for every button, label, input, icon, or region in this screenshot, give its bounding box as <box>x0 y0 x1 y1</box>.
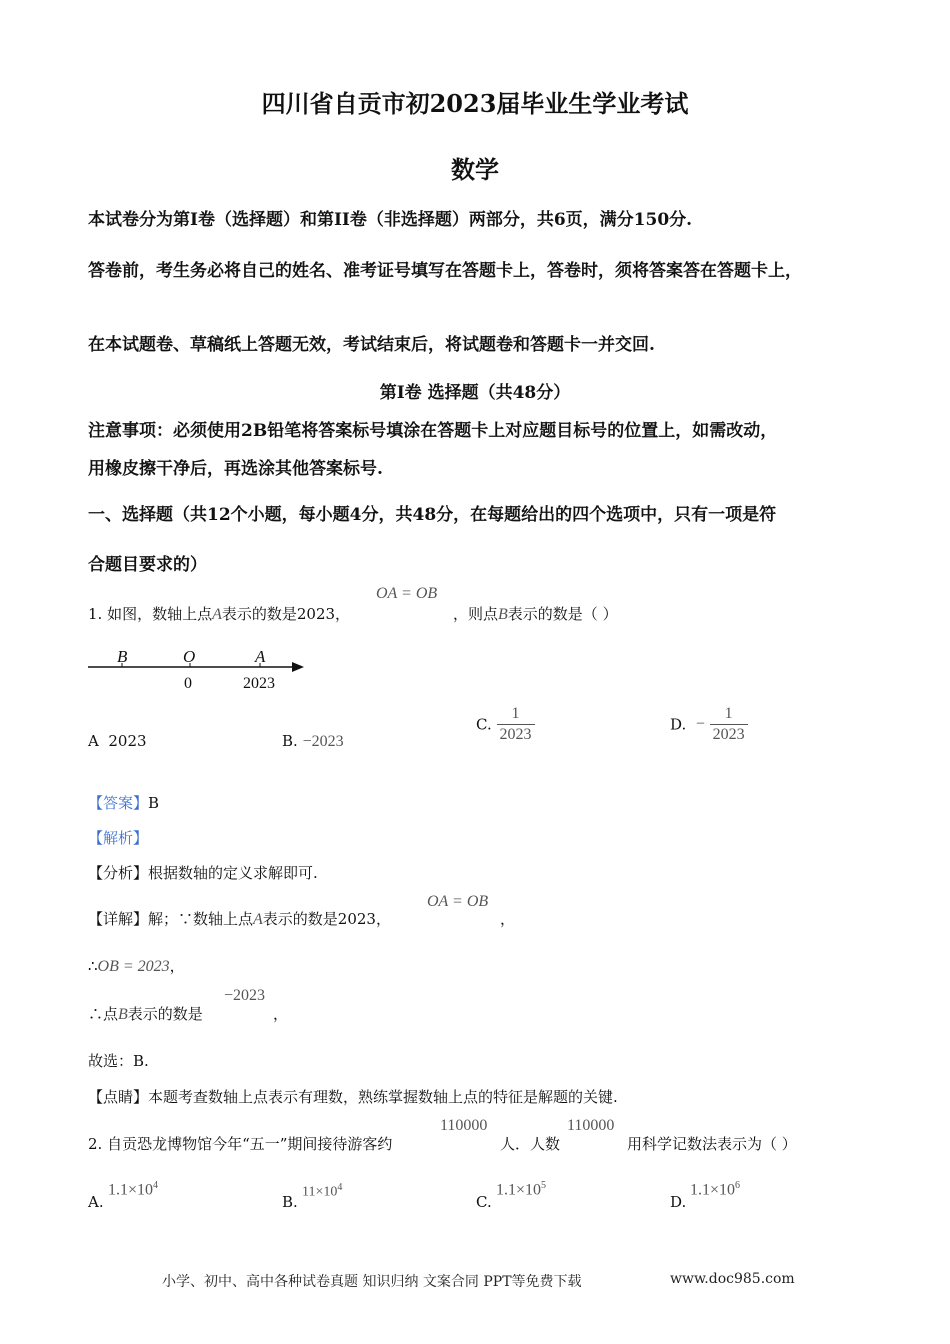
q1-stem-part-b: 表示的数是2023， <box>221 605 351 623</box>
sci-exponent: 4 <box>337 1182 343 1193</box>
q1-var-a: A <box>212 606 222 623</box>
q1-option-a[interactable] <box>88 732 147 750</box>
q1-stem-part-a: 1. 如图，数轴上点 <box>88 605 213 623</box>
label-a: A <box>255 647 266 666</box>
sci-exponent: 6 <box>735 1180 741 1191</box>
option-fraction <box>497 705 535 744</box>
q2-option-d-letter[interactable]: D. <box>670 1193 687 1211</box>
option-fraction <box>710 705 748 744</box>
q1-option-d[interactable] <box>670 705 748 744</box>
q2-stem-part-a: 2. 自贡恐龙博物馆今年“五一”期间接待游客约 <box>88 1135 393 1153</box>
q2-number-1: 110000 <box>440 1117 488 1134</box>
option-letter: D. <box>670 715 687 734</box>
step1-equation: OB = 2023 <box>97 958 170 975</box>
sci-base: 1.1×10 <box>690 1181 736 1199</box>
q1-option-b[interactable] <box>282 732 344 751</box>
part-heading-1: 一、选择题（共12个小题，每小题4分，共48分，在每题给出的四个选项中，只有一项是符 <box>88 505 777 525</box>
sci-exponent: 4 <box>153 1180 159 1191</box>
q1-stem-part-c: ，则点 <box>453 605 499 623</box>
q1-answer <box>88 792 159 813</box>
detail-equation: OA = OB <box>427 893 489 910</box>
tick-label-0: 0 <box>184 675 192 692</box>
exam-title: 四川省自贡市初2023届毕业生学业考试 <box>261 89 689 118</box>
q1-stem-tail <box>453 603 618 624</box>
q1-equation: OA = OB <box>376 585 438 602</box>
q2-option-b-letter[interactable]: B. <box>282 1193 298 1211</box>
q1-step-2 <box>88 1003 203 1024</box>
part-heading-2: 合题目要求的） <box>88 555 207 575</box>
q1-comment: 【点睛】本题考查数轴上点表示有理数，熟练掌握数轴上点的特征是解题的关键. <box>88 1088 618 1106</box>
q1-var-b: B <box>498 606 508 623</box>
answer-tag: 【答案】 <box>88 794 149 812</box>
q1-option-c[interactable] <box>476 705 535 744</box>
q1-conclusion: 故选：B. <box>88 1052 149 1070</box>
footer-text: 小学、初中、高中各种试卷真题 知识归纳 文案合同 PPT等免费下载 <box>162 1274 582 1290</box>
detail-part-b: 表示的数是2023， <box>262 910 391 928</box>
intro-line-3: 在本试题卷、草稿纸上答题无效，考试结束后，将试题卷和答题卡一并交回. <box>88 335 655 355</box>
label-o: O <box>183 647 196 666</box>
q2-stem-part-b: 人．人数 <box>500 1135 561 1153</box>
q1-stem <box>88 603 350 624</box>
sci-base: 1.1×10 <box>496 1181 542 1199</box>
q2-option-a-letter[interactable]: A. <box>88 1193 104 1211</box>
q2-option-d-value[interactable] <box>690 1180 740 1199</box>
footer-url[interactable]: www.doc985.com <box>670 1271 795 1287</box>
fraction-denominator: 2023 <box>499 726 532 743</box>
label-b: B <box>117 647 128 666</box>
sci-base: 1.1×10 <box>108 1181 154 1199</box>
option-value: −2023 <box>302 733 344 750</box>
q1-step-1 <box>88 955 185 976</box>
q2-option-b-value[interactable] <box>302 1182 342 1201</box>
step2-value: −2023 <box>224 987 266 1004</box>
fraction-numerator: 1 <box>710 705 748 725</box>
q2-option-c-letter[interactable]: C. <box>476 1193 492 1211</box>
q1-fenxi: 【分析】根据数轴的定义求解即可. <box>88 864 318 882</box>
step1-suffix: ， <box>169 957 185 975</box>
detail-part-a: 【详解】解；∵数轴上点 <box>88 910 254 928</box>
option-value: 2023 <box>108 732 147 750</box>
option-letter: C. <box>476 715 492 734</box>
option-letter: A <box>88 732 99 750</box>
sci-exponent: 5 <box>541 1180 547 1191</box>
q1-stem-part-d: 表示的数是（ ） <box>507 605 618 623</box>
step2-suffix: ， <box>273 1005 289 1023</box>
intro-line-1: 本试卷分为第I卷（选择题）和第II卷（非选择题）两部分，共6页，满分150分. <box>88 210 693 230</box>
q2-option-a-value[interactable] <box>108 1180 158 1199</box>
intro-line-2: 答卷前，考生务必将自己的姓名、准考证号填写在答题卡上，答卷时，须将答案答在答题卡上， <box>88 261 802 281</box>
detail-var-a: A <box>253 911 263 928</box>
analysis-tag: 【解析】 <box>88 829 149 847</box>
number-line-arrow-icon <box>292 662 304 672</box>
option-letter: B. <box>282 732 298 750</box>
answer-value: B <box>148 794 160 812</box>
step2-var: B <box>118 1006 128 1023</box>
detail-comma: ， <box>500 910 516 928</box>
notice-line-1: 注意事项：必须使用2B铅笔将答案标号填涂在答题卡上对应题目标号的位置上，如需改动， <box>88 421 778 441</box>
fraction-denominator: 2023 <box>712 726 745 743</box>
option-sign: − <box>695 715 705 733</box>
q2-number-2: 110000 <box>567 1117 615 1134</box>
q2-option-c-value[interactable] <box>496 1180 546 1199</box>
step2-mid: 表示的数是 <box>127 1005 203 1023</box>
subject-title: 数学 <box>451 155 499 184</box>
section-heading: 第I卷 选择题（共48分） <box>379 383 571 403</box>
tick-label-2023: 2023 <box>243 675 275 692</box>
q2-stem-part-c: 用科学记数法表示为（ ） <box>627 1135 797 1153</box>
number-line-figure <box>86 644 310 694</box>
notice-line-2: 用橡皮擦干净后，再选涂其他答案标号. <box>88 459 383 479</box>
q1-detail <box>88 908 391 929</box>
step2-prefix: ∴点 <box>88 1005 119 1023</box>
fraction-numerator: 1 <box>497 705 535 725</box>
therefore-symbol: ∴ <box>88 957 98 975</box>
sci-base: 11×10 <box>302 1184 338 1200</box>
